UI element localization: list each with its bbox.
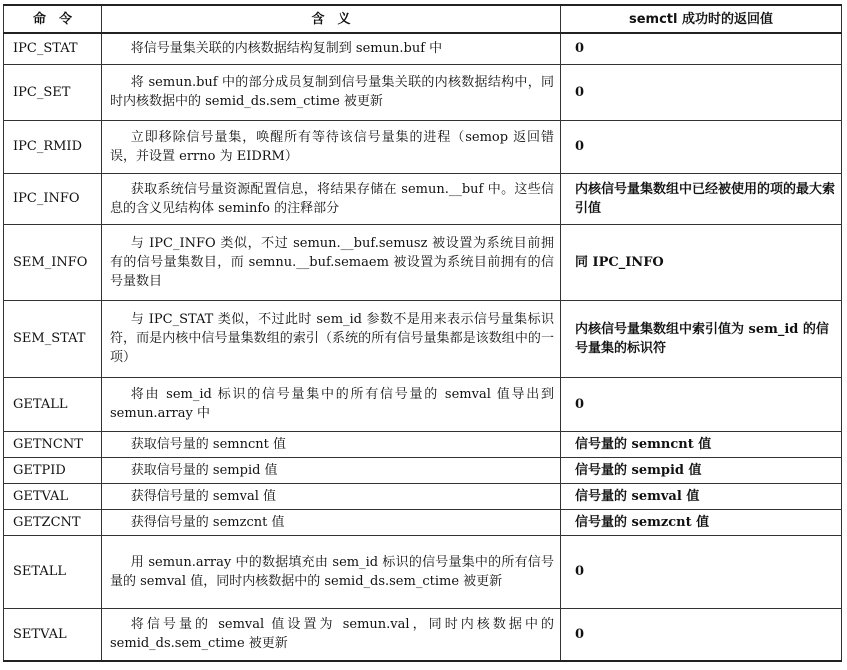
command-cell: GETPID: [4, 457, 102, 483]
header-return-value: semctl 成功时的返回值: [561, 5, 842, 33]
table-row: [4, 64, 842, 120]
meaning-cell: 获取信号量的 sempid 值: [102, 457, 561, 483]
return-value-cell: 信号量的 semncnt 值: [561, 431, 842, 457]
meaning-cell: 用 semun.array 中的数据填充由 sem_id 标识的信号量集中的所有信号量的 semval 值，同时内核数据中的 semid_ds.sem_ctime 被更新: [102, 535, 561, 608]
meaning-cell: 将由 sem_id 标识的信号量集中的所有信号量的 semval 值导出到 semun.array 中: [102, 377, 561, 431]
table-row: [4, 483, 842, 509]
command-cell: SEM_INFO: [4, 224, 102, 300]
command-cell: GETZCNT: [4, 509, 102, 535]
table-row: [4, 224, 842, 300]
return-value-cell: 同 IPC_INFO: [561, 224, 842, 300]
table-row: [4, 173, 842, 224]
return-value-cell: 信号量的 semzcnt 值: [561, 509, 842, 535]
return-value-cell: 0: [561, 535, 842, 608]
meaning-cell: 获得信号量的 semval 值: [102, 483, 561, 509]
semctl-commands-table: [3, 4, 842, 662]
command-cell: GETVAL: [4, 483, 102, 509]
return-value-cell: 内核信号量集数组中已经被使用的项的最大索引值: [561, 173, 842, 224]
table-row: [4, 608, 842, 661]
return-value-cell: 信号量的 semval 值: [561, 483, 842, 509]
return-value-cell: 0: [561, 608, 842, 661]
meaning-cell: 将信号量集关联的内核数据结构复制到 semun.buf 中: [102, 33, 561, 64]
return-value-cell: 信号量的 sempid 值: [561, 457, 842, 483]
command-cell: IPC_SET: [4, 64, 102, 120]
table-row: [4, 535, 842, 608]
command-cell: SETALL: [4, 535, 102, 608]
command-cell: GETNCNT: [4, 431, 102, 457]
table-row: [4, 457, 842, 483]
meaning-cell: 将 semun.buf 中的部分成员复制到信号量集关联的内核数据结构中，同时内核数据中的 semid_ds.sem_ctime 被更新: [102, 64, 561, 120]
return-value-cell: 0: [561, 64, 842, 120]
meaning-cell: 将信号量的 semval 值设置为 semun.val，同时内核数据中的 semid_ds.sem_ctime 被更新: [102, 608, 561, 661]
header-command: 命 令: [4, 5, 102, 33]
return-value-cell: 内核信号量集数组中索引值为 sem_id 的信号量集的标识符: [561, 300, 842, 377]
table-row: [4, 300, 842, 377]
meaning-cell: 获取系统信号量资源配置信息，将结果存储在 semun.__buf 中。这些信息的含义见结构体 seminfo 的注释部分: [102, 173, 561, 224]
meaning-cell: 立即移除信号量集，唤醒所有等待该信号量集的进程（semop 返回错误，并设置 errno 为 EIDRM）: [102, 120, 561, 173]
meaning-cell: 获取信号量的 semncnt 值: [102, 431, 561, 457]
table-row: [4, 377, 842, 431]
meaning-cell: 与 IPC_STAT 类似，不过此时 sem_id 参数不是用来表示信号量集标识符，而是内核中信号量集数组的索引（系统的所有信号量集都是该数组中的一项）: [102, 300, 561, 377]
return-value-cell: 0: [561, 377, 842, 431]
table-row: [4, 33, 842, 64]
meaning-cell: 与 IPC_INFO 类似，不过 semun.__buf.semusz 被设置为系统目前拥有的信号量集数目，而 semnu.__buf.semaem 被设置为系统目前拥有的信号量数目: [102, 224, 561, 300]
command-cell: SEM_STAT: [4, 300, 102, 377]
table-row: [4, 120, 842, 173]
table-row: [4, 509, 842, 535]
command-cell: SETVAL: [4, 608, 102, 661]
return-value-cell: 0: [561, 33, 842, 64]
table-row: [4, 431, 842, 457]
header-meaning: 含 义: [102, 5, 561, 33]
command-cell: IPC_RMID: [4, 120, 102, 173]
command-cell: GETALL: [4, 377, 102, 431]
command-cell: IPC_INFO: [4, 173, 102, 224]
command-cell: IPC_STAT: [4, 33, 102, 64]
meaning-cell: 获得信号量的 semzcnt 值: [102, 509, 561, 535]
return-value-cell: 0: [561, 120, 842, 173]
table-header-row: [4, 5, 842, 33]
